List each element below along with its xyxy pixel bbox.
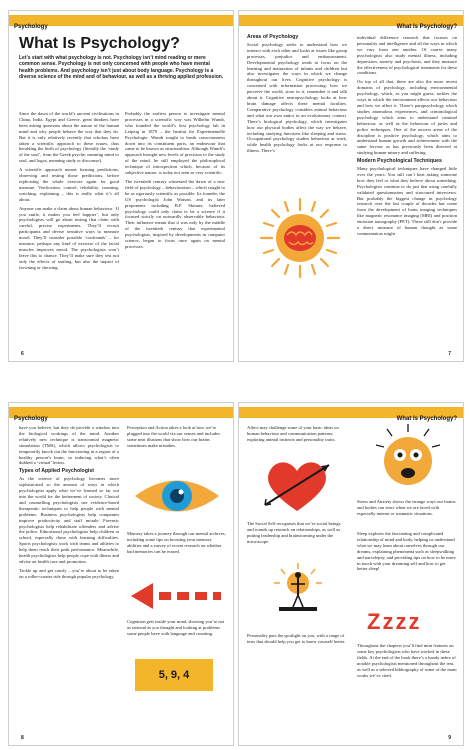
- column-3: [247, 35, 347, 157]
- column-1: [19, 425, 119, 583]
- paragraph: individual difference research that focuses on personality and intelligence and all the ways in which we vary from one another. Of course many psychologists also study mental illness, including depression, anxiety and psychosis, and they measure the effectiveness of psychological treatments for these conditions.: [357, 35, 457, 76]
- section-heading: Areas of Psychology: [247, 34, 299, 40]
- caption-perception: Perception and Action takes a look at how we’re plugged into the world via our senses and includes some neat illusions that show how our brains sometimes make mistakes.: [127, 425, 220, 448]
- caption-throughout: Throughout the chapters you’ll find mini features on some key psychologists who have worked in these fields. At the end of the book there’s a handy index of notable psychologists mentioned throughout the text, as well as a selected bibliography of some of the main works we’ve cited.: [357, 643, 457, 678]
- header-label: What Is Psychology?: [396, 24, 457, 30]
- page-9: [238, 402, 464, 746]
- page-number: 9: [448, 735, 451, 741]
- page-6: [8, 10, 234, 362]
- header-label: What Is Psychology?: [396, 416, 457, 422]
- page-header: [9, 15, 233, 30]
- paragraph: As the science of psychology becomes more sophisticated so the amount of ways in which psychologists apply what we’ve learned so far out into the world for the betterment of society. Clinical and counselling psychologists use evidence-based therapeutic techniques to help people with mental problems. Business psychologists help companies improve productivity and staff morale. Forensic psychologists help rehabilitate offenders and advise the police. Educational psychologists help children at school, especially those with learning difficulties. Sports psychologists work with teams and athletes to help them reach their peak performance. Meanwhile, health psychologists help people cope with illness and advise on health care and promotion.: [19, 476, 119, 564]
- paragraph: Social psychology seeks to understand how we interact with each other and looks at issues like group processes, prejudice and embarrassment. Developmental psychology tends to focus on the learning and maturation of infants and children but also investigates the ways in which we change throughout our lives. Cognitive psychology is concerned with information processing: how we perceive the world, store in it, remember it and talk about it. Cognitive neuropsychology looks at how brain damage affects these mental faculties. Comparative psychology considers animal behaviour and what our own antics in an evolutionary context. There’s biological psychology, which investigates how our physical bodies affect the way we behave, including studying functions like sleeping and stress. Occupational psychology studies behaviour at work, while health psychology looks at our response to illness. There’s: [247, 41, 347, 154]
- paragraph: Tackle up and get comfy – you’re about to be taken on a roller-coaster ride through popular psychology.: [19, 567, 119, 579]
- column-4: [357, 35, 457, 240]
- header-label: Psychology: [14, 24, 48, 30]
- caption-memory: Memory takes a journey through our mental archives, including some tips on boosting your memory abilities and a survey of recent research on whether bad memories can be erased.: [127, 531, 226, 554]
- page-number: 7: [448, 351, 451, 357]
- header-label: Psychology: [14, 416, 48, 422]
- paragraph: have you believe, but they do provide a window into the biological workings of the mind. Another relatively new technique is transcranial magnetic stimulation (TMS), which allows psychologists to temporarily knock out the functioning in a region of a healthy person’s brain, so inducing what’s often dubbed a ‘virtual’ lesion.: [19, 425, 119, 466]
- brain-sun-icon: [259, 197, 341, 279]
- page-header: [239, 407, 463, 422]
- section-heading: Types of Applied Psychologist: [19, 468, 94, 475]
- eye-icon: [133, 473, 221, 519]
- intro-text: Let’s start with what psychology is not. Psychology isn’t mind reading or mere common sense. Psychology is not only concerned with people who have mental health problems. And psychology isn’t just about body language. Psychology is a diverse science of the mind and of behaviour, as well as a thriving applied profession.: [19, 55, 224, 81]
- sun-person-icon: [271, 561, 325, 621]
- caption-affect: Affect may challenge some of your basic ideas on human behaviour and communication patterns, exploring animal instincts and personality traits.: [247, 425, 339, 442]
- paragraph: Many psychological techniques have changed little over the years. You still can’t beat asking someone how they feel or what they believe about something. Psychologists continue to do just that using carefully validated questionnaires and structured interviews. But probably the biggest change in psychology research over the last couple of decades has come from the development of brain imaging techniques like magnetic resonance imaging (MRI) and positron emission tomography (PET). These still don’t provide a direct measure of human thought as some commentators might: [357, 166, 457, 236]
- paragraph: A scientific approach means forming predictions, observing and testing those predictions, before replicating the whole exercise again for good measure. Verification, control, reliability, counting, watching, explaining – this is really what it’s all about.: [19, 167, 119, 202]
- caption-personality: Personality puts the spotlight on you, with a range of tests that should help you get to know yourself better.: [247, 633, 346, 644]
- column-2: [125, 111, 225, 253]
- page-header: [239, 15, 463, 30]
- paragraph: Since the dawn of the world’s ancient civilisations in China, India, Egypt and Greece, great thinkers have been asking questions about the nature of the human mind and why people behave the way that they do. But it is only relatively recently that scholars have taken a scientific approach to these issues, thus heralding the birth of psychology (literally the ‘study of the soul’, from the Greek psyche, meaning mind or soul, and logos, meaning study or discourse).: [19, 111, 119, 164]
- number-sign: 5, 9, 4: [135, 659, 213, 691]
- section-heading: Modern Psychological Techniques: [357, 158, 442, 165]
- caption-cognition: Cognition gets inside your mind, showing you’re not as rational as you thought and looking at problems some people have with language and counting.: [127, 619, 225, 636]
- paragraph: The twentieth century witnessed the dawn of a new field of psychology – behaviourism – which sought to be as rigorously scientific as possible. Its founder, the US psychologist John Watson, and its later proponents including B.F. Skinner, believed psychology could only claim to be a science if it focused strictly on outwardly observable behaviour. Their influence meant that it was only by the middle of the twentieth century that experimental psychologists, inspired by developments in computer science, began to focus once again on mental processes.: [125, 178, 225, 249]
- page-number: 6: [21, 351, 24, 357]
- caption-sleep: Sleep explores the fascinating and complicated relationship of mind and body, helping us understand what we may learn about ourselves through our dreams, explaining phenomena such as sleepwalking and narcolepsy, and providing tips on how to be more in touch with your dreaming self and how to get better sleep!: [357, 531, 456, 572]
- page-8: [8, 402, 234, 746]
- arrow-left-icon: [129, 581, 223, 611]
- zzz-text: Zzzz: [367, 609, 422, 634]
- paragraph: On top of all that, there are also the more recent domains of psychology, including environmental psychology, which, as you might guess, tackles the ways in which the environment affects our behaviour and how we affect it. There’s parapsychology which studies anomalous experiences, and criminological psychology which aims to understand criminal behaviour, as well as the behaviour of juries and police techniques. One of the newest areas of the discipline is positive psychology, which aims to understand human growth and achievement with the same fervour as has previously been directed at studying human misery and suffering.: [357, 79, 457, 156]
- page-7: [238, 10, 464, 362]
- caption-social: The Social Self recognises that we’re social beings and rounds up research on relationships, as well as putting leadership and brainstorming under the microscope.: [247, 521, 341, 544]
- paragraph: Probably the earliest person to investigate mental processes in a scientific way was Wilhelm Wundt, who founded the world’s first psychology lab in Leipzig in 1879 – the Institut für Experimentelle Psychologie. Wundt sought to break consciousness down into its constituent parts, an endeavour that came to be known as structuralism. Although Wundt’s approach brought new levels of precision to the study of the mind, he still employed the philosophical technique of introspection which, because of its subjective nature, is today not seen as very scientific.: [125, 111, 225, 176]
- stressed-face-icon: [373, 423, 443, 487]
- page-number: 8: [21, 735, 24, 741]
- caption-stress: Stress and Anxiety shows the strange ways our brains and bodies can react when we are faced with especially intense or traumatic situations.: [357, 499, 456, 516]
- cupid-heart-icon: [261, 457, 333, 515]
- page-title: What Is Psychology?: [19, 35, 180, 52]
- paragraph: Anyone can make a claim about human behaviour. ‘If you smile, it makes you feel happier’, but only psychologists will go about testing that claim with careful, precise experiments. They’ll recruit participants and devise sensitive ways to measure mood. They’ll consider possible ‘confounds’ – for instance, perhaps any kind of exercise of the facial muscles improves mood. The psychologists won’t leave this to chance. They’ll make sure they test not only the effects of smiling, but also the impact of frowning or chewing.: [19, 205, 119, 270]
- page-header: [9, 407, 233, 422]
- column-1: [19, 111, 119, 274]
